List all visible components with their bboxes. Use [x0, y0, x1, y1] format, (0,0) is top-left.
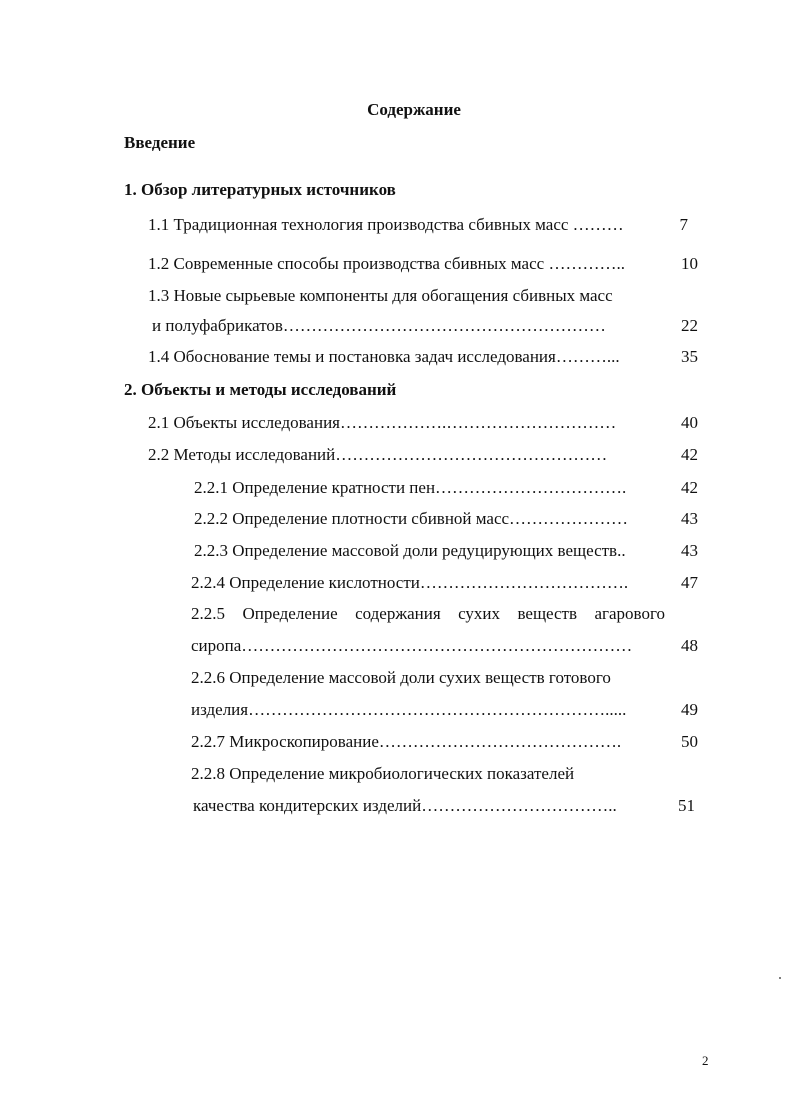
toc-page-number: 43 — [681, 509, 698, 528]
toc-page-number: 35 — [681, 347, 698, 366]
intro-heading: Введение — [124, 133, 196, 152]
toc-entry-2-2-8-line1: 2.2.8 Определение микробиологических показателей — [191, 764, 575, 783]
toc-entry-text: 1.1 Традиционная технология производства сбивных масс ……… — [148, 215, 624, 234]
toc-page-number: 47 — [681, 573, 698, 592]
toc-entry-1-3-line1: 1.3 Новые сырьевые компоненты для обогащения сбивных масс — [148, 286, 613, 305]
scan-speck — [779, 977, 781, 979]
toc-page-number: 49 — [681, 700, 698, 719]
toc-entry-1-2[interactable] — [148, 252, 698, 276]
toc-entry-2-2-5[interactable] — [191, 634, 698, 658]
toc-page-number: 43 — [681, 541, 698, 560]
toc-entry-2-2[interactable] — [148, 443, 698, 467]
toc-entry-text: изделия………………………………………………………..... — [191, 700, 627, 719]
toc-page-number: 42 — [681, 478, 698, 497]
toc-entry-1-3[interactable] — [152, 314, 698, 338]
toc-page-number: 50 — [681, 732, 698, 751]
toc-page-number: 40 — [681, 413, 698, 432]
toc-entry-2-2-7[interactable] — [191, 730, 698, 754]
toc-entry-2-2-6-line1: 2.2.6 Определение массовой доли сухих веществ готового — [191, 668, 611, 687]
toc-page-number: 22 — [681, 316, 698, 335]
toc-entry-text: 2.2.4 Определение кислотности………………………………. — [191, 573, 629, 592]
toc-entry-text: 2.2.1 Определение кратности пен……………………………. — [194, 478, 627, 497]
toc-entry-2-2-8[interactable] — [193, 794, 695, 818]
toc-entry-text: и полуфабрикатов………………………………………………… — [152, 316, 606, 335]
toc-page-number: 10 — [681, 254, 698, 273]
toc-page-number: 7 — [679, 215, 688, 234]
toc-entry-text: 2.2 Методы исследований………………………………………… — [148, 445, 608, 464]
toc-entry-text: 2.2.3 Определение массовой доли редуцирующих веществ.. — [194, 541, 626, 560]
toc-entry-2-2-1[interactable] — [194, 476, 698, 500]
toc-entry-text: 1.2 Современные способы производства сбивных масс ………….. — [148, 254, 625, 273]
page-number: 2 — [702, 1053, 709, 1068]
toc-entry-text: 2.1 Объекты исследования……………….………………………… — [148, 413, 617, 432]
toc-page-number: 48 — [681, 636, 698, 655]
toc-entry-text: сиропа…………………………………………………………… — [191, 636, 633, 655]
page-title: Содержание — [367, 100, 461, 119]
toc-entry-2-2-2[interactable] — [194, 507, 698, 531]
toc-entry-text: 2.2.7 Микроскопирование……………………………………. — [191, 732, 622, 751]
toc-entry-2-2-3[interactable] — [194, 539, 698, 563]
toc-entry-1-4[interactable] — [148, 345, 698, 369]
toc-entry-text: 1.4 Обоснование темы и постановка задач исследования………... — [148, 347, 620, 366]
section-1-heading: 1. Обзор литературных источников — [124, 180, 396, 199]
toc-entry-1-1[interactable] — [148, 213, 688, 237]
toc-page-number: 42 — [681, 445, 698, 464]
toc-entry-text: качества кондитерских изделий…………………………….. — [193, 796, 617, 815]
toc-entry-2-2-6[interactable] — [191, 698, 698, 722]
toc-entry-2-2-5-line1: 2.2.5 Определение содержания сухих веществ агарового — [191, 604, 665, 623]
toc-page-number: 51 — [678, 796, 695, 815]
toc-entry-text: 2.2.2 Определение плотности сбивной масс………………… — [194, 509, 629, 528]
toc-entry-2-2-4[interactable] — [191, 571, 698, 595]
toc-entry-2-1[interactable] — [148, 411, 698, 435]
section-2-heading: 2. Объекты и методы исследований — [124, 380, 397, 399]
